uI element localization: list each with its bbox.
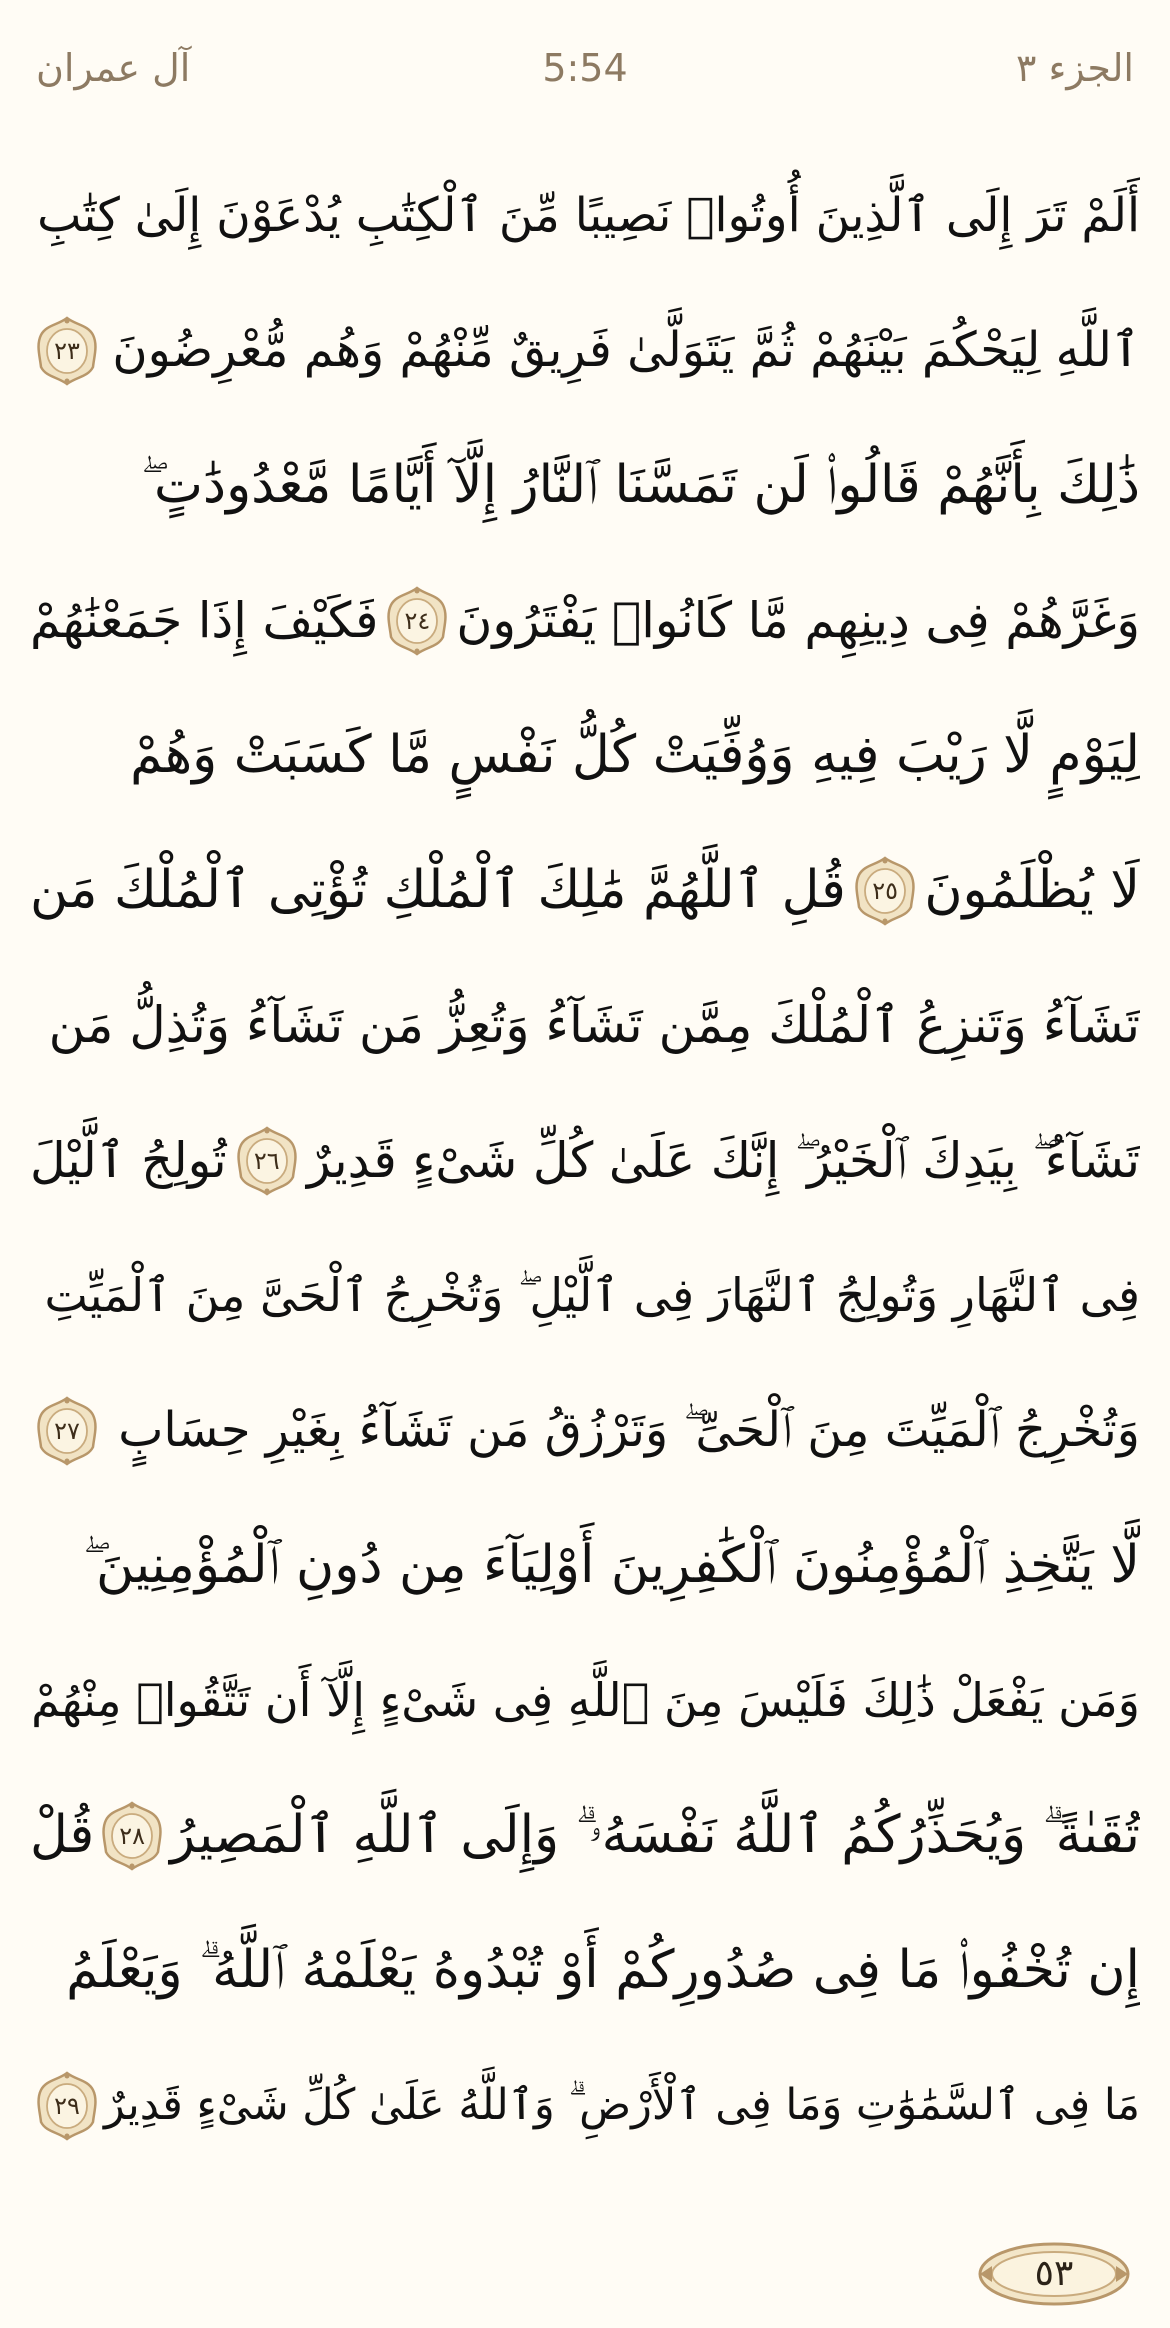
line-text[interactable]: ذَٰلِكَ بِأَنَّهُمْ قَالُوا۟ لَن تَمَسَّنَا ٱلنَّارُ إِلَّآ أَيَّامًا مَّعْدُودَٰتٍ ۖ xyxy=(140,455,1140,515)
juz-label[interactable]: الجزء ٣ xyxy=(1015,46,1134,90)
page-number: ٥٣ xyxy=(1034,2253,1074,2294)
ayah-number: ٢٣ xyxy=(54,336,80,365)
quran-line[interactable] xyxy=(30,1228,1140,1363)
line-text[interactable]: ٱللَّهِ لِيَحْكُمَ بَيْنَهُمْ ثُمَّ يَتَوَلَّىٰ فَرِيقٌ مِّنْهُمْ وَهُم مُّعْرِضُونَ xyxy=(112,322,1140,378)
ayah-number-marker[interactable] xyxy=(236,1125,298,1197)
line-text[interactable]: فَكَيْفَ إِذَا جَمَعْنَٰهُمْ xyxy=(30,592,379,649)
line-text[interactable]: إِن تُخْفُوا۟ مَا فِى صُدُورِكُمْ أَوْ تُبْدُوهُ يَعْلَمْهُ ٱللَّهُ ۗ وَيَعْلَمُ xyxy=(66,1940,1140,2000)
quran-line[interactable] xyxy=(30,283,1140,418)
ayah-number: ٢٧ xyxy=(54,1416,80,1445)
line-text[interactable]: قُلِ ٱللَّهُمَّ مَٰلِكَ ٱلْمُلْكِ تُؤْتِى ٱلْمُلْكَ مَن xyxy=(30,860,846,920)
line-text[interactable]: لَّا يَتَّخِذِ ٱلْمُؤْمِنُونَ ٱلْكَٰفِرِينَ أَوْلِيَآءَ مِن دُونِ ٱلْمُؤْمِنِينَ ۖ xyxy=(83,1535,1140,1595)
line-text[interactable]: تُولِجُ ٱلَّيْلَ xyxy=(30,1132,227,1189)
mushaf-page-text[interactable] xyxy=(30,148,1140,2173)
quran-line[interactable] xyxy=(30,1498,1140,1633)
ayah-number: ٢٩ xyxy=(54,2091,80,2120)
line-text[interactable]: فِى ٱلنَّهَارِ وَتُولِجُ ٱلنَّهَارَ فِى ٱلَّيْلِ ۖ وَتُخْرِجُ ٱلْحَىَّ مِنَ ٱلْمَيِّتِ xyxy=(44,1268,1140,1322)
line-text[interactable]: مَا فِى ٱلسَّمَٰوَٰتِ وَمَا فِى ٱلْأَرْضِ ۗ وَٱللَّهُ عَلَىٰ كُلِّ شَىْءٍ قَدِيرٌ xyxy=(104,2080,1140,2130)
quran-line[interactable] xyxy=(30,418,1140,553)
line-text[interactable]: لَا يُظْلَمُونَ xyxy=(924,860,1140,920)
page-header xyxy=(0,0,1170,130)
ayah-number-marker[interactable] xyxy=(386,585,448,657)
quran-line[interactable] xyxy=(30,1093,1140,1228)
quran-line[interactable] xyxy=(30,688,1140,823)
line-text[interactable]: لِيَوْمٍ لَّا رَيْبَ فِيهِ وَوُفِّيَتْ كُلُّ نَفْسٍ مَّا كَسَبَتْ وَهُمْ xyxy=(130,725,1140,785)
quran-line[interactable] xyxy=(30,823,1140,958)
quran-line[interactable] xyxy=(30,553,1140,688)
ayah-number: ٢٨ xyxy=(119,1821,146,1850)
page-footer xyxy=(0,2238,1170,2318)
line-text[interactable]: وَغَرَّهُمْ فِى دِينِهِم مَّا كَانُوا۟ يَفْتَرُونَ xyxy=(456,592,1140,649)
surah-name[interactable]: آل عمران xyxy=(36,46,191,90)
ayah-number-marker[interactable] xyxy=(36,2070,98,2142)
quran-line[interactable] xyxy=(30,1768,1140,1903)
line-text[interactable]: أَلَمْ تَرَ إِلَى ٱلَّذِينَ أُوتُوا۟ نَصِيبًا مِّنَ ٱلْكِتَٰبِ يُدْعَوْنَ إِلَىٰ كِتَٰبِ xyxy=(37,188,1140,243)
ayah-number: ٢٤ xyxy=(404,606,431,635)
line-text[interactable]: تُقَىٰةً ۗ وَيُحَذِّرُكُمُ ٱللَّهُ نَفْسَهُۥ ۗ وَإِلَى ٱللَّهِ ٱلْمَصِيرُ xyxy=(170,1805,1140,1865)
quran-line[interactable] xyxy=(30,1903,1140,2038)
line-text[interactable]: وَتُخْرِجُ ٱلْمَيِّتَ مِنَ ٱلْحَىِّ ۖ وَتَرْزُقُ مَن تَشَآءُ بِغَيْرِ حِسَابٍ xyxy=(118,1402,1140,1458)
ayah-number-marker[interactable] xyxy=(36,1395,98,1467)
line-text[interactable]: وَمَن يَفْعَلْ ذَٰلِكَ فَلَيْسَ مِنَ ٱللَّهِ فِى شَىْءٍ إِلَّآ أَن تَتَّقُوا۟ مِنْهُمْ xyxy=(31,1673,1140,1727)
clock-time: 5:54 xyxy=(542,46,628,90)
line-text[interactable]: تَشَآءُ ۖ بِيَدِكَ ٱلْخَيْرُ ۖ إِنَّكَ عَلَىٰ كُلِّ شَىْءٍ قَدِيرٌ xyxy=(306,1132,1140,1189)
quran-line[interactable] xyxy=(30,1633,1140,1768)
line-text[interactable]: قُلْ xyxy=(30,1805,95,1865)
quran-line[interactable] xyxy=(30,1363,1140,1498)
ayah-number-marker[interactable] xyxy=(854,855,916,927)
ayah-number-marker[interactable] xyxy=(101,1800,163,1872)
ayah-number: ٢٥ xyxy=(872,876,898,905)
quran-line[interactable] xyxy=(30,148,1140,283)
page-number-badge xyxy=(974,2238,1134,2310)
ayah-number: ٢٦ xyxy=(253,1146,280,1175)
quran-line[interactable] xyxy=(30,958,1140,1093)
line-text[interactable]: تَشَآءُ وَتَنزِعُ ٱلْمُلْكَ مِمَّن تَشَآءُ وَتُعِزُّ مَن تَشَآءُ وَتُذِلُّ مَن xyxy=(48,996,1140,1054)
ayah-number-marker[interactable] xyxy=(36,315,98,387)
quran-line[interactable] xyxy=(30,2038,1140,2173)
